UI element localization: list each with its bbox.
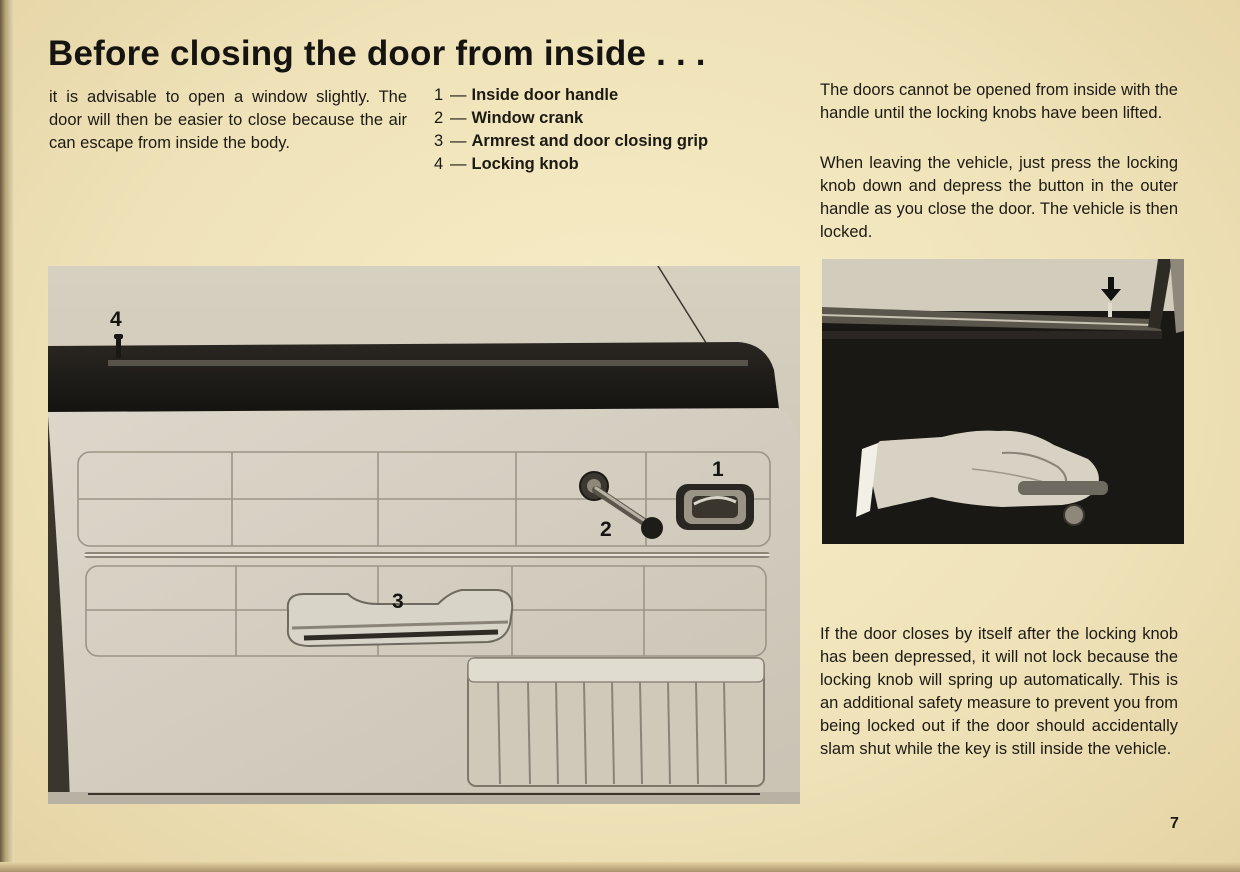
legend-label: Locking knob [471,155,579,173]
door-pocket [468,658,764,786]
inside-door-handle [676,484,754,530]
legend-number: 1 [434,86,444,104]
page-number: 7 [1170,815,1179,832]
right-paragraph-leaving: When leaving the vehicle, just press the locking knob down and depress the button in the outer handle as you close the door. The vehicle is then locked. [820,154,1178,241]
legend-dash: — [450,109,467,127]
door-interior-photo [48,266,800,804]
legend-item [434,84,708,107]
legend-dash: — [450,86,467,104]
page-title: Before closing the door from inside . . . [48,34,706,73]
legend-number: 2 [434,109,444,127]
callout-4: 4 [110,308,122,331]
legend-item [434,107,708,130]
page-bottom-edge [0,862,1240,872]
legend-label: Window crank [471,109,584,127]
legend-dash: — [450,155,467,173]
right-paragraph-safety: If the door closes by itself after the locking knob has been depressed, it will not lock because the locking knob will spring up automatically. This is an additional safety measure to prevent you from being locked out if the door should accidentally slam shut while the key is still inside the vehicle. [820,625,1178,758]
legend-number: 3 [434,132,444,150]
legend-dash: — [450,132,467,150]
callout-1: 1 [712,458,724,481]
page-binding-edge [0,0,14,872]
callout-3: 3 [392,590,404,613]
legend-item [434,153,708,176]
intro-paragraph: it is advisable to open a window slightly. The door will then be easier to close because the air can escape from inside the body. [49,88,407,152]
legend-item [434,130,708,153]
legend-label: Inside door handle [471,86,619,104]
legend-label: Armrest and door closing grip [471,132,709,150]
legend-number: 4 [434,155,444,173]
parts-legend [434,84,708,176]
right-paragraph-locking: The doors cannot be opened from inside with the handle until the locking knobs have been lifted. [820,81,1178,122]
locking-knob-pressed [1108,303,1112,317]
outer-handle-photo [822,259,1184,544]
callout-2: 2 [600,518,612,541]
